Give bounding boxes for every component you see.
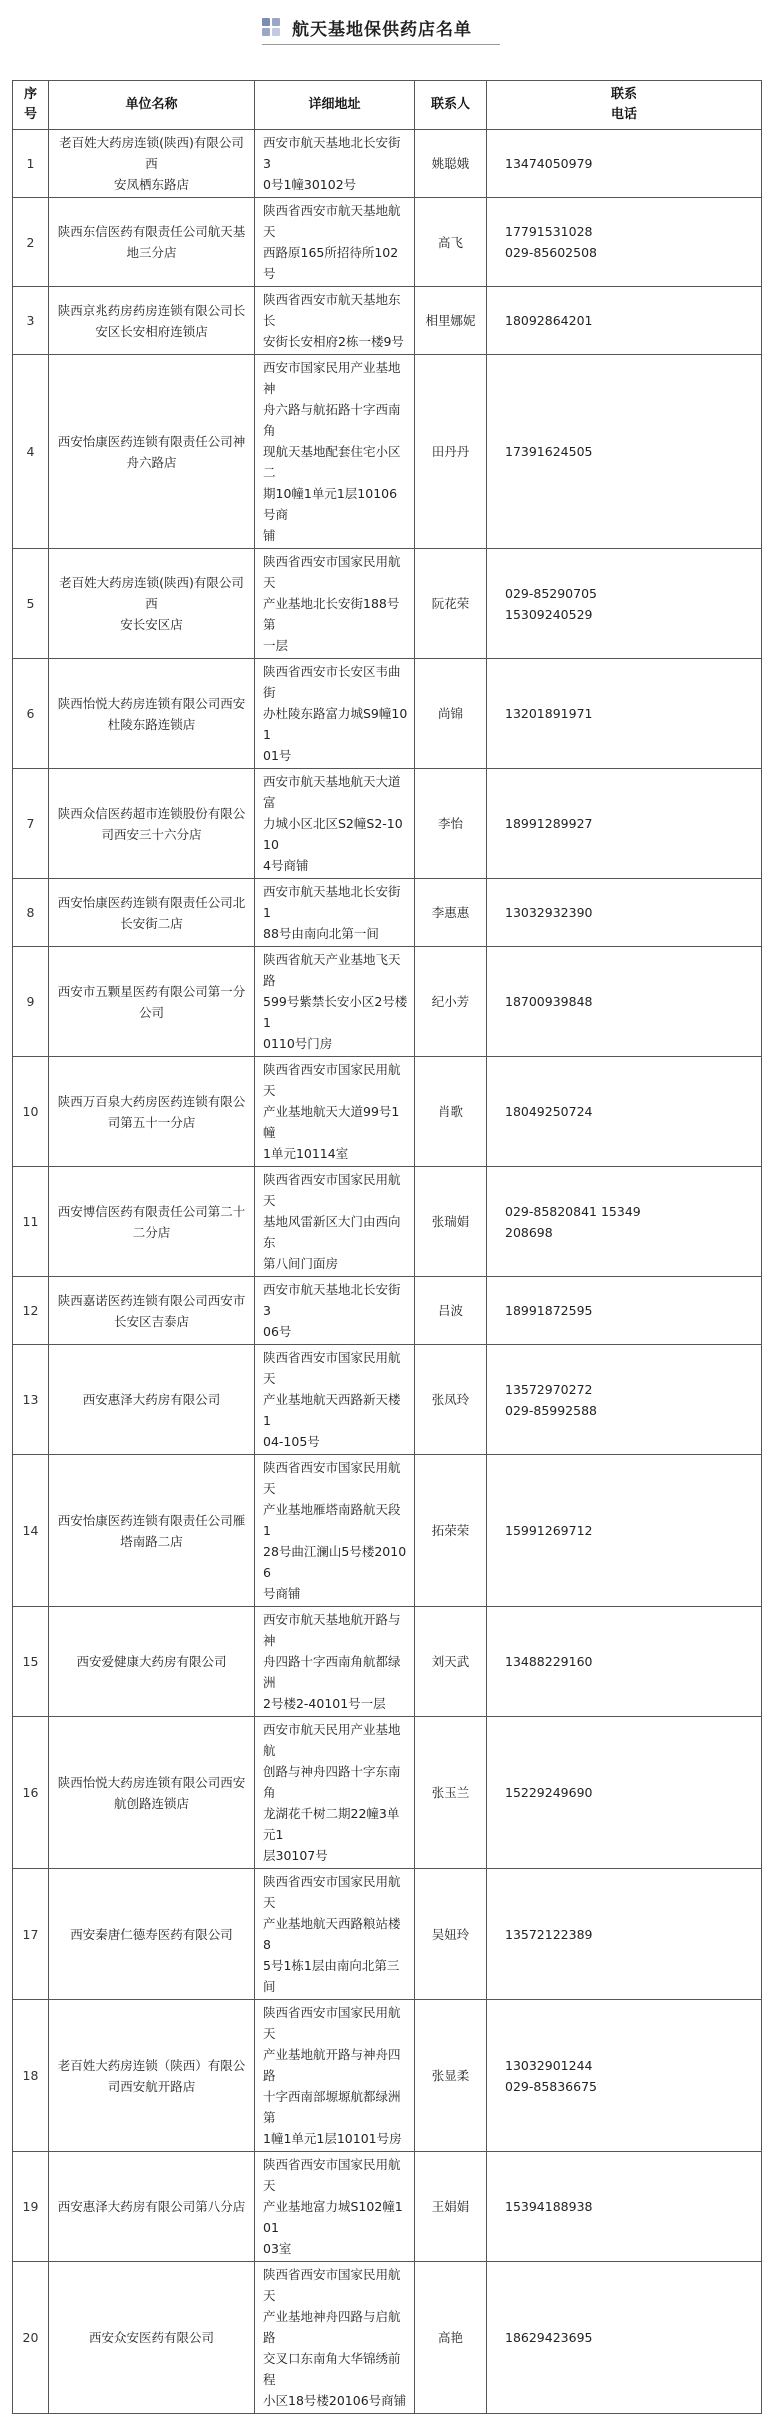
cell-phone-text: 18991872595: [505, 1303, 593, 1318]
cell-contact-text: 拓荣荣: [431, 1523, 470, 1538]
cell-name: [49, 1869, 255, 2000]
cell-no-text: 10: [22, 1104, 39, 1119]
cell-contact-text: 姚聪娥: [431, 156, 470, 171]
cell-contact: [415, 287, 487, 355]
cell-phone: [487, 1607, 762, 1717]
cell-name-text: 西安秦唐仁德寿医药有限公司: [70, 1926, 233, 1942]
table-row: [13, 130, 762, 198]
cell-contact: [415, 2262, 487, 2414]
cell-address-text: 陕西省西安市航天基地东长 安街长安相府2栋一楼9号: [263, 292, 404, 349]
cell-phone-text: 13201891971: [505, 706, 593, 721]
cell-address: [255, 1345, 415, 1455]
cell-phone-text: 13474050979: [505, 156, 593, 171]
cell-phone: [487, 947, 762, 1057]
cell-address: [255, 1277, 415, 1345]
table-row: [13, 1345, 762, 1455]
cell-no-text: 1: [26, 156, 35, 171]
cell-no: [13, 130, 49, 198]
cell-no-text: 19: [22, 2199, 39, 2214]
cell-name-text: 陕西怡悦大药房连锁有限公司西安 杜陵东路连锁店: [57, 695, 246, 732]
cell-address-text: 西安市航天基地航开路与神 舟四路十字西南角航都绿洲 2号楼2-40101号一层: [263, 1612, 401, 1711]
cell-phone: [487, 659, 762, 769]
cell-phone-text: 13032932390: [505, 905, 593, 920]
cell-name: [49, 1607, 255, 1717]
cell-contact: [415, 1455, 487, 1607]
cell-phone-text: 15229249690: [505, 1785, 593, 1800]
cell-address-text: 陕西省西安市国家民用航天 基地风雷新区大门由西向东 第八间门面房: [263, 1172, 401, 1271]
cell-no-text: 7: [26, 816, 35, 831]
cell-contact-text: 高飞: [437, 234, 463, 250]
title-area: [0, 0, 773, 60]
cell-no: [13, 1869, 49, 2000]
cell-contact-text: 阮花荣: [431, 596, 470, 611]
cell-name: [49, 947, 255, 1057]
cell-name-text: 西安怡康医药连锁有限责任公司雁 塔南路二店: [57, 1512, 246, 1549]
cell-address: [255, 287, 415, 355]
cell-phone-text: 15394188938: [505, 2199, 593, 2214]
cell-address: [255, 947, 415, 1057]
cell-name: [49, 355, 255, 549]
cell-contact-text: 李怡: [437, 816, 463, 831]
cell-address-text: 西安市航天基地航天大道富 力城小区北区S2幢S2-1010 4号商铺: [263, 774, 403, 873]
cell-no-text: 8: [26, 905, 35, 920]
cell-name-text: 西安怡康医药连锁有限责任公司北 长安街二店: [57, 894, 246, 931]
cell-name: [49, 1167, 255, 1277]
cell-no-text: 17: [22, 1926, 39, 1942]
cell-contact-text: 张显柔: [431, 2068, 470, 2083]
table-row: [13, 1455, 762, 1607]
cell-contact-text: 张凤玲: [431, 1392, 470, 1407]
table-header-row: [13, 81, 762, 130]
cell-name: [49, 659, 255, 769]
cell-name: [49, 1717, 255, 1869]
table-row: [13, 879, 762, 947]
cell-contact: [415, 947, 487, 1057]
page-title-text: 航天基地保供药店名单: [292, 19, 472, 40]
cell-name: [49, 2000, 255, 2152]
table-row: [13, 1607, 762, 1717]
cell-name: [49, 198, 255, 287]
cell-contact-text: 张瑞娟: [431, 1214, 470, 1229]
cell-address-text: 西安市航天基地北长安街1 88号由南向北第一间: [263, 884, 401, 941]
cell-contact: [415, 1607, 487, 1717]
cell-no-text: 14: [22, 1523, 39, 1538]
cell-no: [13, 1345, 49, 1455]
cell-address-text: 陕西省西安市国家民用航天 产业基地航天大道99号1幢 1单元10114室: [263, 1062, 401, 1161]
cell-contact-text: 刘天武: [431, 1654, 470, 1669]
cell-no-text: 13: [22, 1392, 39, 1407]
cell-name-text: 陕西怡悦大药房连锁有限公司西安 航创路连锁店: [57, 1774, 246, 1811]
cell-name-text: 老百姓大药房连锁(陕西)有限公司西 安长安区店: [59, 575, 244, 632]
cell-contact-text: 王娟娟: [431, 2199, 470, 2214]
cell-address-text: 陕西省西安市国家民用航天 产业基地雁塔南路航天段1 28号曲江澜山5号楼20106 号商铺: [263, 1460, 407, 1601]
cell-address: [255, 1167, 415, 1277]
cell-contact-text: 高艳: [437, 2330, 463, 2345]
cell-name-text: 陕西东信医药有限责任公司航天基 地三分店: [57, 224, 246, 260]
table-row: [13, 769, 762, 879]
cell-phone-text: 18629423695: [505, 2330, 593, 2345]
cell-phone-text: 15991269712: [505, 1523, 593, 1538]
cell-address: [255, 1869, 415, 2000]
cell-name: [49, 2262, 255, 2414]
cell-phone: [487, 1277, 762, 1345]
cell-address: [255, 355, 415, 549]
cell-no-text: 9: [26, 994, 35, 1009]
cell-phone-text: 13032901244 029-85836675: [505, 2057, 597, 2094]
cell-name-text: 西安怡康医药连锁有限责任公司神 舟六路店: [57, 433, 246, 470]
cell-address: [255, 879, 415, 947]
cell-address-text: 陕西省西安市国家民用航天 产业基地航天西路新天楼1 04-105号: [263, 1350, 401, 1449]
cell-no-text: 6: [26, 706, 35, 721]
cell-phone-text: 13572122389: [505, 1926, 593, 1942]
header-no: 序 号: [13, 81, 49, 130]
cell-contact: [415, 2000, 487, 2152]
cell-phone: [487, 355, 762, 549]
title-underline: [262, 44, 500, 45]
cell-no: [13, 1057, 49, 1167]
cell-contact-text: 相里娜妮: [425, 313, 476, 328]
table-row: [13, 1717, 762, 1869]
cell-no: [13, 2152, 49, 2262]
cell-address: [255, 2152, 415, 2262]
cell-no: [13, 1455, 49, 1607]
cell-contact-text: 吕波: [437, 1303, 463, 1318]
cell-address-text: 陕西省西安市国家民用航天 产业基地富力城S102幢101 03室: [263, 2157, 403, 2256]
cell-address-text: 西安市国家民用产业基地神 舟六路与航拓路十字西南角 现航天基地配套住宅小区二 期10幢1单元1层10106号商 铺: [263, 360, 401, 543]
cell-phone: [487, 879, 762, 947]
cell-no-text: 2: [26, 234, 35, 250]
cell-contact: [415, 659, 487, 769]
table-row: [13, 1277, 762, 1345]
table-row: [13, 2262, 762, 2414]
cell-phone: [487, 1455, 762, 1607]
table-row: [13, 2000, 762, 2152]
cell-name-text: 老百姓大药房连锁（陕西）有限公 司西安航开路店: [57, 2057, 246, 2094]
cell-name-text: 老百姓大药房连锁(陕西)有限公司西 安凤栖东路店: [59, 135, 244, 192]
cell-phone: [487, 198, 762, 287]
cell-phone: [487, 287, 762, 355]
table-row: [13, 947, 762, 1057]
cell-name-text: 陕西京兆药房药房连锁有限公司长 安区长安相府连锁店: [57, 302, 246, 339]
cell-address-text: 西安市航天基地北长安街3 0号1幢30102号: [263, 135, 401, 192]
cell-address-text: 陕西省西安市长安区韦曲街 办杜陵东路富力城S9幢101 01号: [263, 664, 408, 763]
cell-no-text: 11: [22, 1214, 39, 1229]
cell-address: [255, 1607, 415, 1717]
cell-phone-text: 029-85820841 15349 208698: [505, 1203, 641, 1240]
cell-phone-text: 18700939848: [505, 994, 593, 1009]
cell-contact: [415, 2152, 487, 2262]
cell-phone-text: 18049250724: [505, 1104, 593, 1119]
header-phone: 联系 电话: [487, 81, 762, 130]
cell-name-text: 西安众安医药有限公司: [88, 2330, 214, 2345]
cell-contact: [415, 549, 487, 659]
cell-no: [13, 287, 49, 355]
cell-no-text: 15: [22, 1654, 39, 1669]
cell-name: [49, 1345, 255, 1455]
cell-address-text: 陕西省航天产业基地飞天路 599号紫禁长安小区2号楼1 0110号门房: [263, 952, 408, 1051]
cell-no: [13, 947, 49, 1057]
cell-no-text: 20: [22, 2330, 39, 2345]
cell-phone: [487, 1345, 762, 1455]
cell-contact: [415, 1345, 487, 1455]
cell-contact: [415, 130, 487, 198]
cell-no: [13, 1167, 49, 1277]
cell-contact-text: 田丹丹: [431, 444, 470, 459]
cell-no-text: 12: [22, 1303, 39, 1318]
cell-address-text: 陕西省西安市国家民用航天 产业基地航天西路粮站楼8 5号1栋1层由南向北第三间: [263, 1874, 401, 1994]
cell-phone: [487, 130, 762, 198]
cell-contact-text: 纪小芳: [431, 994, 470, 1009]
cell-address: [255, 659, 415, 769]
cell-no: [13, 549, 49, 659]
table-row: [13, 287, 762, 355]
cell-address: [255, 549, 415, 659]
cell-contact: [415, 769, 487, 879]
cell-phone-text: 13488229160: [505, 1654, 593, 1669]
cell-name: [49, 549, 255, 659]
cell-phone-text: 18092864201: [505, 313, 593, 328]
cell-no: [13, 769, 49, 879]
cell-name: [49, 1277, 255, 1345]
cell-phone: [487, 2000, 762, 2152]
header-contact: 联系人: [415, 81, 487, 130]
cell-contact: [415, 1717, 487, 1869]
cell-name-text: 西安爱健康大药房有限公司: [76, 1654, 227, 1669]
cell-address: [255, 198, 415, 287]
page-title: [262, 14, 472, 40]
cell-name: [49, 769, 255, 879]
cell-phone: [487, 1057, 762, 1167]
cell-address: [255, 2262, 415, 2414]
cell-phone: [487, 1717, 762, 1869]
cell-contact-text: 张玉兰: [431, 1785, 470, 1800]
cell-address: [255, 769, 415, 879]
cell-name-text: 西安惠泽大药房有限公司第八分店: [57, 2199, 246, 2214]
cell-phone-text: 17791531028 029-85602508: [505, 224, 597, 260]
cell-phone-text: 029-85290705 15309240529: [505, 585, 597, 622]
cell-phone-text: 13572970272 029-85992588: [505, 1381, 597, 1418]
cell-contact: [415, 355, 487, 549]
cell-contact: [415, 1277, 487, 1345]
cell-name-text: 陕西众信医药超市连锁股份有限公 司西安三十六分店: [57, 805, 246, 842]
table-row: [13, 198, 762, 287]
cell-no: [13, 2000, 49, 2152]
cell-no: [13, 2262, 49, 2414]
pharmacy-table: [12, 80, 762, 2414]
table-body: [13, 130, 762, 2414]
cell-contact-text: 尚锦: [437, 706, 463, 721]
header-name: 单位名称: [49, 81, 255, 130]
cell-no-text: 16: [22, 1785, 39, 1800]
header-address: 详细地址: [255, 81, 415, 130]
cell-no: [13, 355, 49, 549]
cell-no-text: 18: [22, 2068, 39, 2083]
cell-phone: [487, 769, 762, 879]
cell-contact: [415, 1167, 487, 1277]
table-row: [13, 549, 762, 659]
cell-phone: [487, 549, 762, 659]
cell-no-text: 4: [26, 444, 35, 459]
cell-name-text: 西安惠泽大药房有限公司: [82, 1392, 221, 1407]
cell-contact: [415, 198, 487, 287]
cell-contact-text: 李惠惠: [431, 905, 470, 920]
cell-address: [255, 130, 415, 198]
cell-name-text: 西安博信医药有限责任公司第二十 二分店: [57, 1203, 246, 1240]
cell-contact: [415, 1057, 487, 1167]
cell-contact: [415, 879, 487, 947]
cell-phone-text: 17391624505: [505, 444, 593, 459]
cell-name: [49, 1057, 255, 1167]
table-row: [13, 2152, 762, 2262]
cell-address-text: 陕西省西安市国家民用航天 产业基地北长安街188号第 一层: [263, 554, 401, 653]
cell-name-text: 陕西嘉诺医药连锁有限公司西安市 长安区吉泰店: [57, 1292, 246, 1329]
cell-contact-text: 肖歌: [437, 1104, 463, 1119]
cell-phone: [487, 1167, 762, 1277]
cell-name: [49, 879, 255, 947]
cell-phone: [487, 2152, 762, 2262]
cell-name: [49, 1455, 255, 1607]
cell-name-text: 陕西万百泉大药房医药连锁有限公 司第五十一分店: [57, 1093, 246, 1130]
cell-address-text: 西安市航天基地北长安街3 06号: [263, 1282, 401, 1339]
table-row: [13, 355, 762, 549]
table-row: [13, 1869, 762, 2000]
cell-address-text: 陕西省西安市国家民用航天 产业基地航开路与神舟四路 十字西南部塬塬航都绿洲第 1幢1单元1层10101号房: [263, 2005, 402, 2146]
cell-phone: [487, 1869, 762, 2000]
cell-no: [13, 879, 49, 947]
cell-no: [13, 1277, 49, 1345]
cell-address-text: 陕西省西安市航天基地航天 西路原165所招待所102号: [263, 203, 401, 281]
table-row: [13, 1057, 762, 1167]
cell-address: [255, 1057, 415, 1167]
cell-no: [13, 659, 49, 769]
cell-contact: [415, 1869, 487, 2000]
cell-no: [13, 1717, 49, 1869]
cell-no: [13, 1607, 49, 1717]
cell-no: [13, 198, 49, 287]
cell-name: [49, 2152, 255, 2262]
cell-address-text: 陕西省西安市国家民用航天 产业基地神舟四路与启航路 交叉口东南角大华锦绣前程 小区18号楼20106号商铺: [263, 2267, 407, 2408]
cell-no-text: 5: [26, 596, 35, 611]
cell-name-text: 西安市五颗星医药有限公司第一分 公司: [57, 983, 246, 1020]
grid-icon: [262, 18, 280, 36]
cell-address-text: 西安市航天民用产业基地航 创路与神舟四路十字东南角 龙湖花千树二期22幢3单元1 层30107号: [263, 1722, 401, 1863]
cell-phone: [487, 2262, 762, 2414]
cell-phone-text: 18991289927: [505, 816, 593, 831]
cell-address: [255, 1717, 415, 1869]
table-row: [13, 1167, 762, 1277]
cell-name: [49, 287, 255, 355]
cell-address: [255, 1455, 415, 1607]
cell-contact-text: 吴妞玲: [431, 1926, 470, 1942]
cell-address: [255, 2000, 415, 2152]
cell-no-text: 3: [26, 313, 35, 328]
table-row: [13, 659, 762, 769]
cell-name: [49, 130, 255, 198]
